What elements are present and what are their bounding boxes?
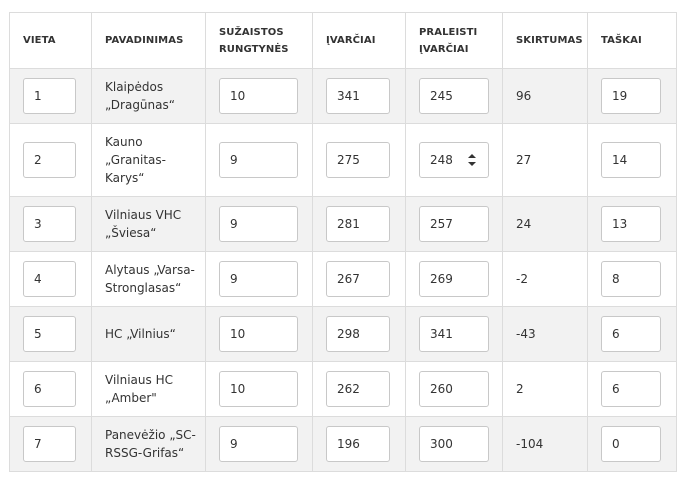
conceded-value: 257 (430, 217, 453, 231)
games-value: 10 (230, 382, 246, 396)
team-name-line: „Granitas- (105, 153, 166, 167)
team-name-line: HC „Vilnius“ (105, 327, 176, 341)
team-name-line: Kauno (105, 135, 143, 149)
diff-value: 24 (516, 217, 532, 231)
header-skirtumas: SKIRTUMAS (503, 13, 588, 69)
games-input[interactable] (219, 78, 298, 114)
scored-cell (313, 417, 406, 472)
vieta-value: 2 (34, 153, 42, 167)
conceded-input[interactable] (419, 371, 489, 407)
scored-input[interactable] (326, 426, 390, 462)
points-value: 13 (612, 217, 628, 231)
points-cell (588, 252, 677, 307)
team-name-cell (92, 197, 206, 252)
vieta-input[interactable] (23, 261, 76, 297)
scored-cell (313, 252, 406, 307)
games-value: 10 (230, 327, 246, 341)
points-input[interactable] (601, 426, 661, 462)
conceded-input[interactable] (419, 78, 489, 114)
games-cell (206, 124, 313, 197)
vieta-value: 7 (34, 437, 42, 451)
team-name-cell (92, 307, 206, 362)
games-input[interactable] (219, 206, 298, 242)
standings-table-container (9, 12, 676, 472)
conceded-input[interactable] (419, 426, 489, 462)
number-spinner-icon[interactable] (468, 153, 476, 167)
team-name-line: „Dragūnas“ (105, 98, 175, 112)
vieta-cell (10, 252, 92, 307)
vieta-value: 4 (34, 272, 42, 286)
team-name-cell (92, 417, 206, 472)
points-input[interactable] (601, 78, 661, 114)
vieta-value: 3 (34, 217, 42, 231)
points-cell (588, 124, 677, 197)
header-taskai: TAŠKAI (588, 13, 677, 69)
diff-cell (503, 307, 588, 362)
points-input[interactable] (601, 371, 661, 407)
scored-input[interactable] (326, 261, 390, 297)
points-value: 19 (612, 89, 628, 103)
games-input[interactable] (219, 261, 298, 297)
scored-value: 341 (337, 89, 360, 103)
conceded-value: 248 (430, 153, 453, 167)
games-cell (206, 362, 313, 417)
points-input[interactable] (601, 261, 661, 297)
diff-cell (503, 197, 588, 252)
team-name-line: RSSG-Grifas“ (105, 446, 185, 460)
diff-value: -43 (516, 327, 536, 341)
team-name-line: Stronglasas“ (105, 281, 182, 295)
scored-value: 196 (337, 437, 360, 451)
vieta-input[interactable] (23, 316, 76, 352)
games-cell (206, 69, 313, 124)
table-row (10, 417, 677, 472)
table-body (10, 69, 677, 472)
points-value: 6 (612, 327, 620, 341)
scored-value: 281 (337, 217, 360, 231)
points-value: 8 (612, 272, 620, 286)
diff-value: 27 (516, 153, 532, 167)
team-name-cell (92, 252, 206, 307)
scored-input[interactable] (326, 78, 390, 114)
games-value: 9 (230, 153, 238, 167)
points-input[interactable] (601, 142, 661, 178)
conceded-cell (406, 124, 503, 197)
points-value: 0 (612, 437, 620, 451)
diff-value: -104 (516, 437, 544, 451)
diff-value: 96 (516, 89, 532, 103)
conceded-value: 269 (430, 272, 453, 286)
team-name-line: „Amber" (105, 391, 157, 405)
scored-cell (313, 307, 406, 362)
vieta-input[interactable] (23, 142, 76, 178)
table-row (10, 252, 677, 307)
scored-value: 262 (337, 382, 360, 396)
header-ivarciai: ĮVARČIAI (313, 13, 406, 69)
games-value: 10 (230, 89, 246, 103)
points-cell (588, 69, 677, 124)
games-input[interactable] (219, 426, 298, 462)
scored-cell (313, 197, 406, 252)
games-value: 9 (230, 217, 238, 231)
vieta-value: 6 (34, 382, 42, 396)
vieta-cell (10, 417, 92, 472)
conceded-value: 260 (430, 382, 453, 396)
conceded-value: 245 (430, 89, 453, 103)
conceded-cell (406, 362, 503, 417)
points-cell (588, 362, 677, 417)
team-name-cell (92, 69, 206, 124)
team-name-line: Vilniaus HC (105, 373, 173, 387)
conceded-input[interactable] (419, 206, 489, 242)
team-name-line: Alytaus „Varsa- (105, 263, 195, 277)
vieta-cell (10, 362, 92, 417)
points-cell (588, 307, 677, 362)
table-row (10, 307, 677, 362)
scored-value: 267 (337, 272, 360, 286)
scored-cell (313, 124, 406, 197)
header-suzaistos-line2: RUNGTYNĖS (219, 43, 289, 55)
scored-cell (313, 362, 406, 417)
conceded-cell (406, 69, 503, 124)
points-value: 6 (612, 382, 620, 396)
table-row (10, 69, 677, 124)
games-cell (206, 417, 313, 472)
diff-cell (503, 252, 588, 307)
points-cell (588, 197, 677, 252)
games-cell (206, 252, 313, 307)
header-suzaistos-line1: SUŽAISTOS (219, 26, 284, 38)
conceded-value: 341 (430, 327, 453, 341)
points-input[interactable] (601, 316, 661, 352)
games-cell (206, 307, 313, 362)
games-input[interactable] (219, 142, 298, 178)
vieta-input[interactable] (23, 206, 76, 242)
vieta-input[interactable] (23, 78, 76, 114)
vieta-cell (10, 69, 92, 124)
diff-value: -2 (516, 272, 528, 286)
conceded-input[interactable] (419, 261, 489, 297)
vieta-value: 1 (34, 89, 42, 103)
table-row (10, 197, 677, 252)
scored-input[interactable] (326, 142, 390, 178)
games-input[interactable] (219, 316, 298, 352)
table-row (10, 124, 677, 197)
header-praleisti-ivarciai (406, 13, 503, 69)
scored-cell (313, 69, 406, 124)
points-cell (588, 417, 677, 472)
games-value: 9 (230, 272, 238, 286)
points-value: 14 (612, 153, 628, 167)
vieta-input[interactable] (23, 371, 76, 407)
team-name-line: Klaipėdos (105, 80, 164, 94)
vieta-value: 5 (34, 327, 42, 341)
conceded-cell (406, 252, 503, 307)
header-vieta: VIETA (10, 13, 92, 69)
conceded-value: 300 (430, 437, 453, 451)
team-name-line: Vilniaus VHC (105, 208, 182, 222)
team-name-cell (92, 362, 206, 417)
conceded-cell (406, 197, 503, 252)
conceded-input[interactable] (419, 316, 489, 352)
conceded-cell (406, 307, 503, 362)
vieta-cell (10, 197, 92, 252)
conceded-input[interactable] (419, 142, 489, 178)
scored-value: 298 (337, 327, 360, 341)
team-name-line: „Šviesa“ (105, 226, 157, 240)
diff-cell (503, 362, 588, 417)
team-name-cell (92, 124, 206, 197)
header-suzaistos-rungtynes (206, 13, 313, 69)
table-row (10, 362, 677, 417)
team-name-line: Karys“ (105, 171, 145, 185)
diff-cell (503, 69, 588, 124)
scored-input[interactable] (326, 206, 390, 242)
header-row (10, 13, 677, 69)
team-name-line: Panevėžio „SC- (105, 428, 196, 442)
vieta-input[interactable] (23, 426, 76, 462)
vieta-cell (10, 307, 92, 362)
games-cell (206, 197, 313, 252)
points-input[interactable] (601, 206, 661, 242)
header-praleisti-line1: PRALEISTI (419, 26, 478, 38)
diff-cell (503, 417, 588, 472)
diff-value: 2 (516, 382, 524, 396)
vieta-cell (10, 124, 92, 197)
standings-table (9, 12, 677, 472)
diff-cell (503, 124, 588, 197)
games-input[interactable] (219, 371, 298, 407)
header-pavadinimas: PAVADINIMAS (92, 13, 206, 69)
scored-input[interactable] (326, 371, 390, 407)
scored-value: 275 (337, 153, 360, 167)
games-value: 9 (230, 437, 238, 451)
conceded-cell (406, 417, 503, 472)
scored-input[interactable] (326, 316, 390, 352)
header-praleisti-line2: ĮVARČIAI (419, 43, 469, 55)
